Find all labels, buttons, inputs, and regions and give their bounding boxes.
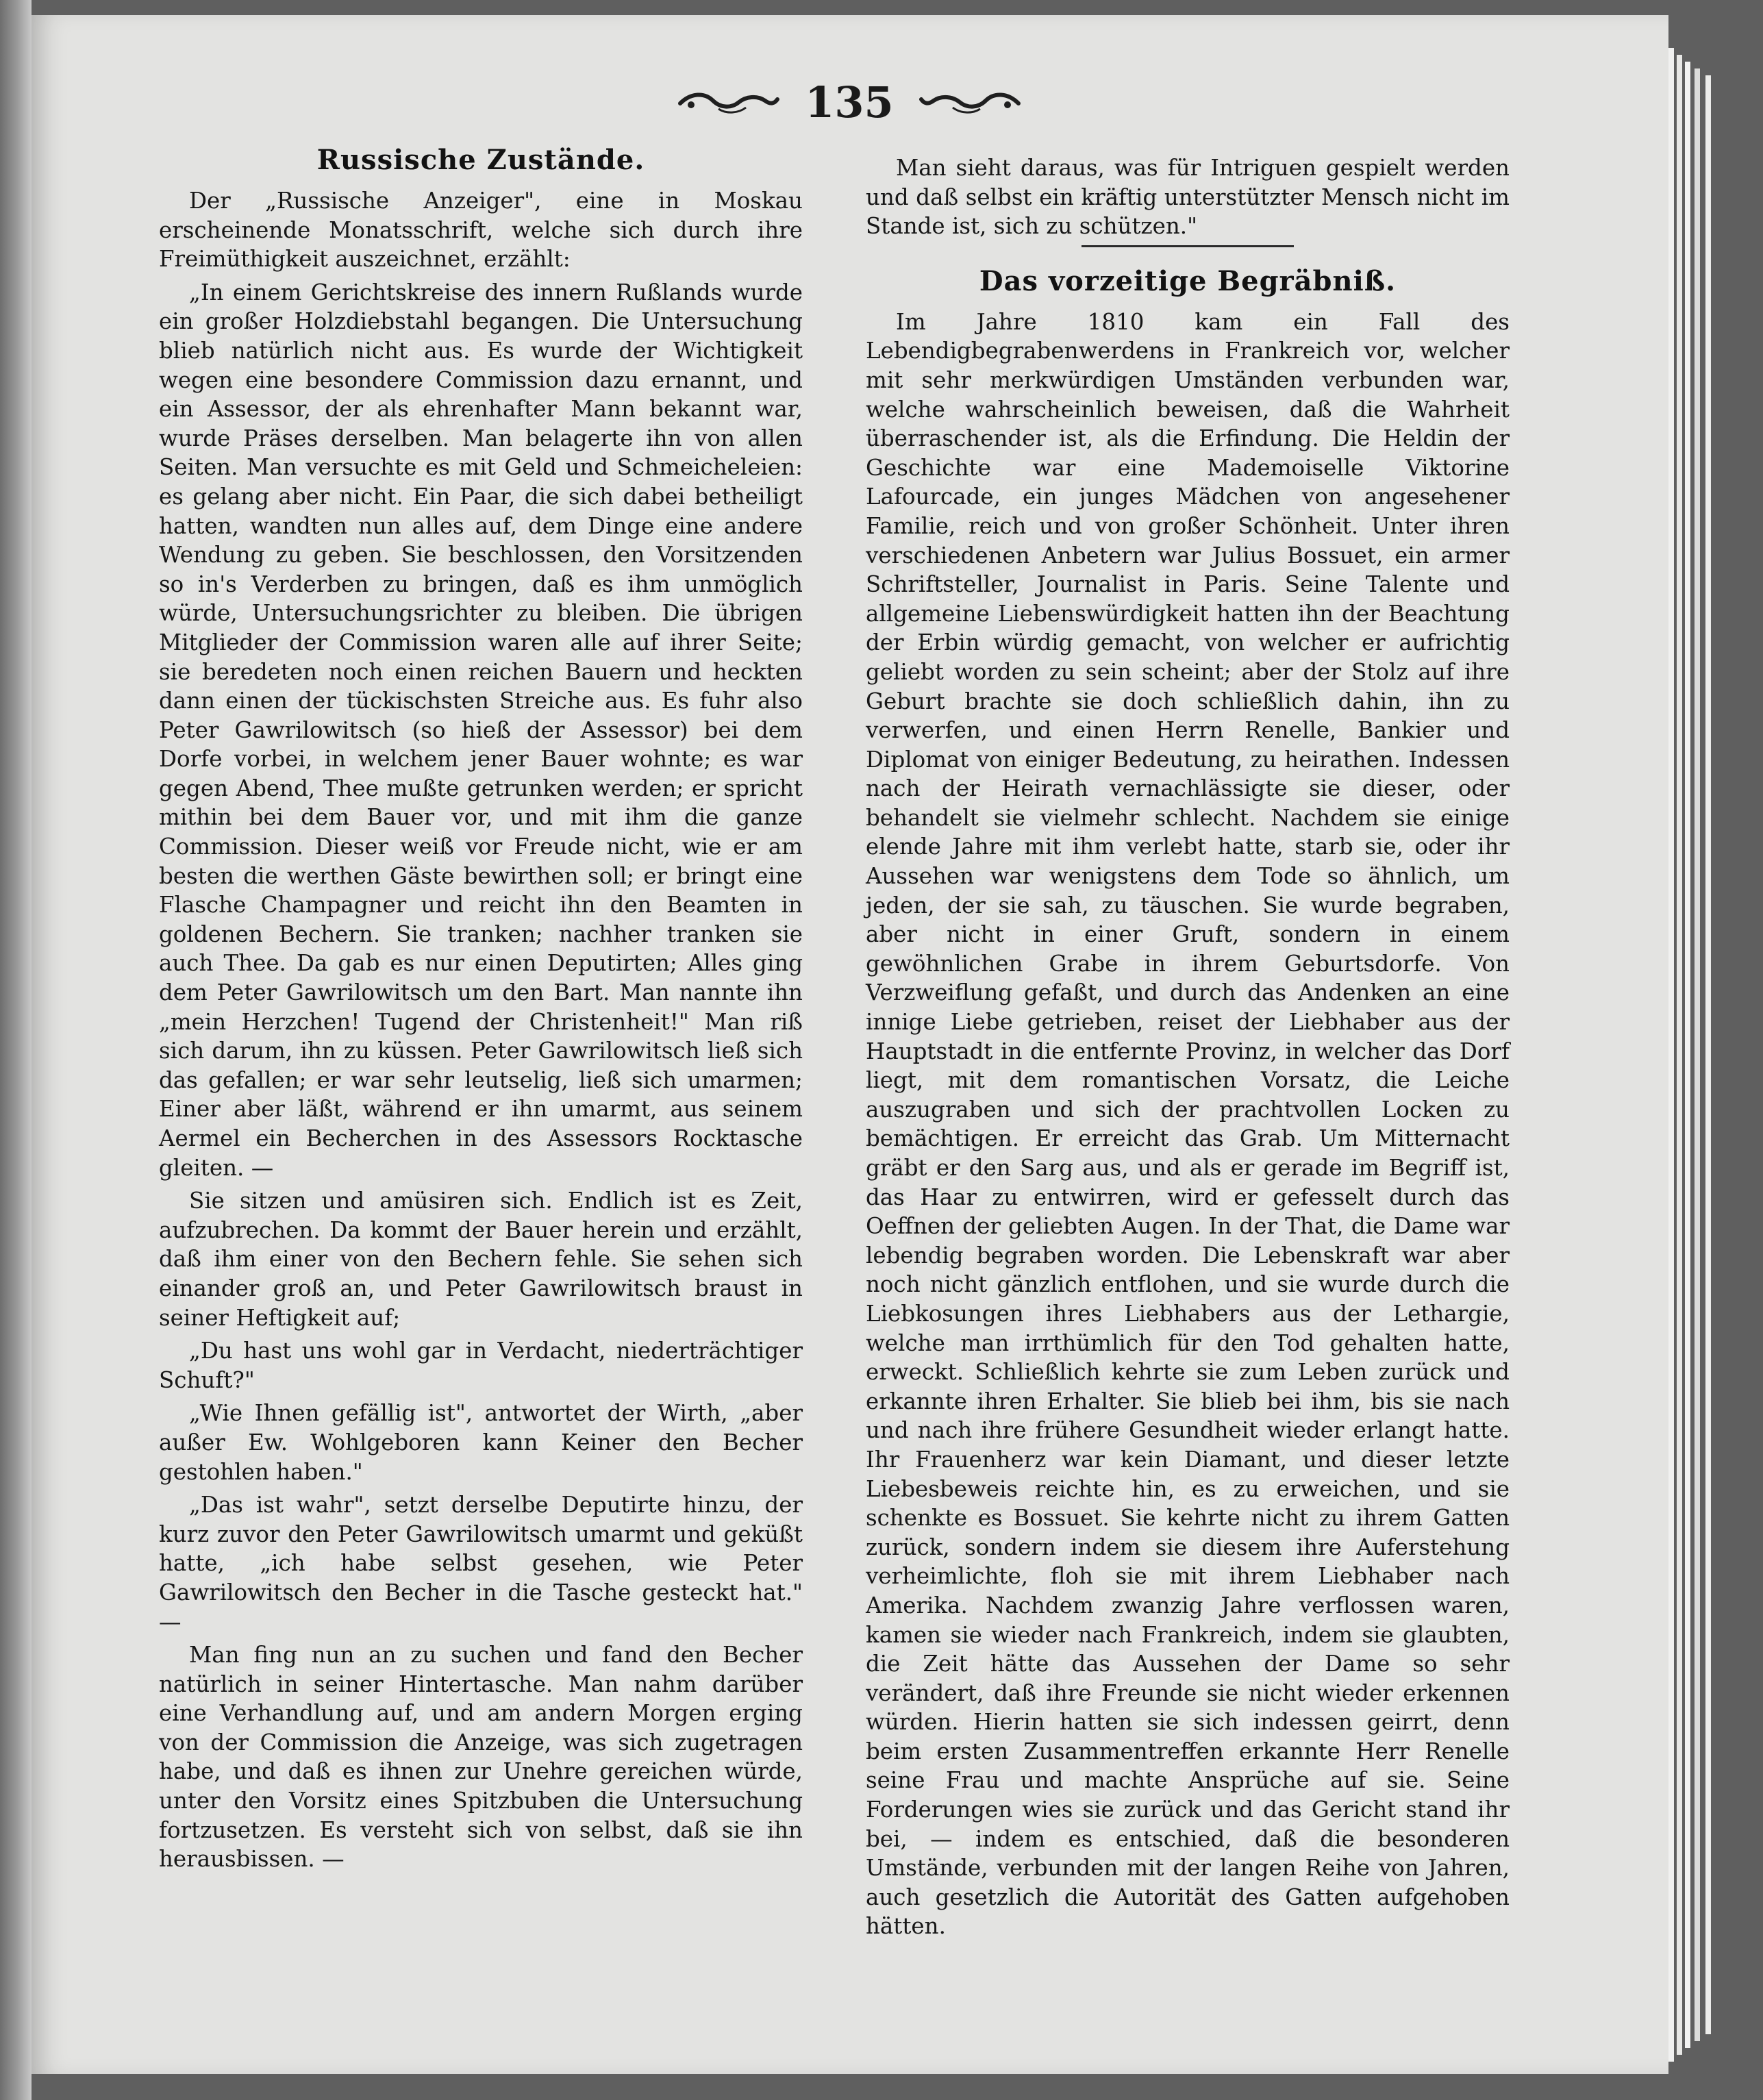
article-title-russische-zustaende: Russische Zustände. xyxy=(316,144,645,176)
article-title-das-vorzeitige-begraebniss: Das vorzeitige Begräbniß. xyxy=(979,264,1397,297)
paragraph: Der „Russische Anzeiger", eine in Moskau erscheinende Monatsschrift, welche sich durch ihre Freimüthigkeit auszeichnet, erzählt: xyxy=(159,188,803,273)
page-stack-edge xyxy=(1668,48,1674,2062)
paragraph: Sie sitzen und amüsiren sich. Endlich ist es Zeit, aufzubrechen. Da kommt der Bauer herein und erzählt, daß ihm einer von den Bechern fehle. Sie sehen sich einander groß an, und Peter Gawrilowitsch braust in seiner Heftigkeit auf; xyxy=(159,1188,803,1331)
page-number: 135 xyxy=(805,77,894,127)
paragraph: Man fing nun an zu suchen und fand den Becher natürlich in seiner Hintertasche. Man nahm darüber eine Verhandlung auf, und am andern Morgen erging von der Commission die Anzeige, was sich zugetragen habe, und daß es ihnen zur Unehre gereichen würde, unter den Vorsitz eines Spitzbuben die Untersuchung fortzusetzen. Es versteht sich von selbst, daß sie ihn herausbissen. — xyxy=(159,1642,803,1873)
page-stack-edge xyxy=(1677,55,1682,2055)
section-divider xyxy=(1081,245,1294,247)
right-column xyxy=(866,153,1510,1945)
page-stack-edge xyxy=(1695,68,1700,2041)
page-stack-edge xyxy=(1685,62,1690,2048)
ornament-right-icon xyxy=(918,88,1021,116)
left-column xyxy=(159,141,803,1878)
paragraph: Im Jahre 1810 kam ein Fall des Lebendigbegrabenwerdens in Frankreich vor, welcher mit sehr merkwürdigen Umständen verbunden war, welche wahrscheinlich beweisen, daß die Wahrheit überraschender ist, als die Erfindung. Die Heldin der Geschichte war eine Mademoiselle Viktorine Lafourcade, ein junges Mädchen von angesehener Familie, reich und von großer Schönheit. Unter ihren verschiedenen Anbetern war Julius Bossuet, ein armer Schriftsteller, Journalist in Paris. Seine Talente und allgemeine Liebenswürdigkeit hatten ihn der Beachtung der Erbin würdig gemacht, von welcher er aufrichtig geliebt worden zu sein scheint; aber der Stolz auf ihre Geburt brachte sie doch schließlich dahin, ihn zu verwerfen, und einen Herrn Renelle, Bankier und Diplomat von einiger Bedeutung, zu heirathen. Indessen nach der Heirath vernachlässigte sie dieser, oder behandelt sie vielmehr schlecht. Nachdem sie einige elende Jahre mit ihm verlebt hatte, starb sie, oder ihr Aussehen war wenigstens dem Tode so ähnlich, um jeden, der sie sah, zu täuschen. Sie wurde begraben, aber nicht in einer Gruft, sondern in einem gewöhnlichen Grabe in ihrem Geburtsdorfe. Von Verzweiflung gefaßt, und durch das Andenken an eine innige Liebe getrieben, reiset der Liebhaber aus der Hauptstadt in die entfernte Provinz, in welcher das Dorf liegt, mit dem romantischen Vorsatz, die Leiche auszugraben und sich der prachtvollen Locken zu bemächtigen. Er erreicht das Grab. Um Mitternacht gräbt er den Sarg aus, und als er gerade im Begriff ist, das Haar zu entwirren, wird er gefesselt durch das Oeffnen der geliebten Augen. In der That, die Dame war lebendig begraben worden. Die Lebenskraft war aber noch nicht gänzlich entflohen, und sie wurde durch die Liebkosungen ihres Liebhabers aus der Lethargie, welche man irrthümlich für den Tod gehalten hatte, erweckt. Schließlich kehrte sie zum Leben zurück und erkannte ihren Erhalter. Sie blieb bei ihm, bis sie nach und nach ihre frühere Gesundheit wieder erlangt hatte. Ihr Frauenherz war kein Diamant, und dieser letzte Liebesbeweis reichte hin, es zu erweichen, und sie schenkte es Bossuet. Sie kehrte nicht zu ihrem Gatten zurück, sondern indem sie diesem ihre Auferstehung verheimlichte, floh sie mit ihrem Liebhaber nach Amerika. Nachdem zwanzig Jahre verflossen waren, kamen sie wieder nach Frankreich, indem sie glaubten, die Zeit hätte das Aussehen der Dame so sehr verändert, daß ihre Freunde sie nicht wieder erkennen würden. Hierin hatten sie sich indessen geirrt, denn beim ersten Zusammentreffen erkannte Herr Renelle seine Frau und machte Ansprüche auf sie. Seine Forderungen wies sie zurück und das Gericht stand ihr bei, — indem es entschied, daß die besonderen Umstände, verbunden mit der langen Reihe von Jahren, auch gesetzlich die Autorität des Gatten aufgehoben hätten. xyxy=(866,308,1510,1940)
continued-paragraph: Man sieht daraus, was für Intriguen gespielt werden und daß selbst ein kräftig unterstützter Mensch nicht im Stande ist, sich zu schützen." xyxy=(866,155,1510,240)
paragraph: „In einem Gerichtskreise des innern Rußlands wurde ein großer Holzdiebstahl begangen. Die Untersuchung blieb natürlich nicht aus. Es wurde der Wichtigkeit wegen eine besondere Commission dazu ernannt, und ein Assessor, der als ehrenhafter Mann bekannt war, wurde Präses derselben. Man belagerte ihn von allen Seiten. Man versuchte es mit Geld und Schmeicheleien: es gelang aber nicht. Ein Paar, die sich dabei betheiligt hatten, wandten nun alles auf, dem Dinge eine andere Wendung zu geben. Sie beschlossen, den Vorsitzenden so in's Verderben zu bringen, daß es ihm unmöglich würde, Untersuchungsrichter zu bleiben. Die übrigen Mitglieder der Commission waren alle auf ihrer Seite; sie beredeten noch einen reichen Bauern und heckten dann einen der tückischsten Streiche aus. Es fuhr also Peter Gawrilowitsch (so hieß der Assessor) bei dem Dorfe vorbei, in welchem jener Bauer wohnte; es war gegen Abend, Thee mußte getrunken werden; er spricht mithin bei dem Bauer vor, und mit ihm die ganze Commission. Dieser weiß vor Freude nicht, wie er am besten die werthen Gäste bewirthen soll; er bringt eine Flasche Champagner und reicht ihn den Beamten in goldenen Bechern. Sie tranken; nachher tranken sie auch Thee. Da gab es nur einen Deputirten; Alles ging dem Peter Gawrilowitsch um den Bart. Man nannte ihn „mein Herzchen! Tugend der Christenheit!" Man riß sich darum, ihn zu küssen. Peter Gawrilowitsch ließ sich das gefallen; er war sehr leutselig, ließ sich umarmen; Einer aber läßt, während er ihn umarmt, aus seinem Aermel ein Becherchen in des Assessors Rocktasche gleiten. — xyxy=(159,279,803,1181)
facing-page-edge xyxy=(0,0,32,2100)
paragraph: „Wie Ihnen gefällig ist", antwortet der Wirth, „aber außer Ew. Wohlgeboren kann Keiner den Becher gestohlen haben." xyxy=(159,1400,803,1485)
paragraph: „Du hast uns wohl gar in Verdacht, niederträchtiger Schuft?" xyxy=(159,1338,803,1393)
paragraph: „Das ist wahr", setzt derselbe Deputirte hinzu, der kurz zuvor den Peter Gawrilowitsch umarmt und geküßt hatte, „ich habe selbst gesehen, wie Peter Gawrilowitsch den Becher in die Tasche gesteckt hat." — xyxy=(159,1492,803,1635)
page-header xyxy=(658,71,1041,133)
page-stack-edge xyxy=(1705,75,1711,2034)
ornament-left-icon xyxy=(677,88,780,116)
